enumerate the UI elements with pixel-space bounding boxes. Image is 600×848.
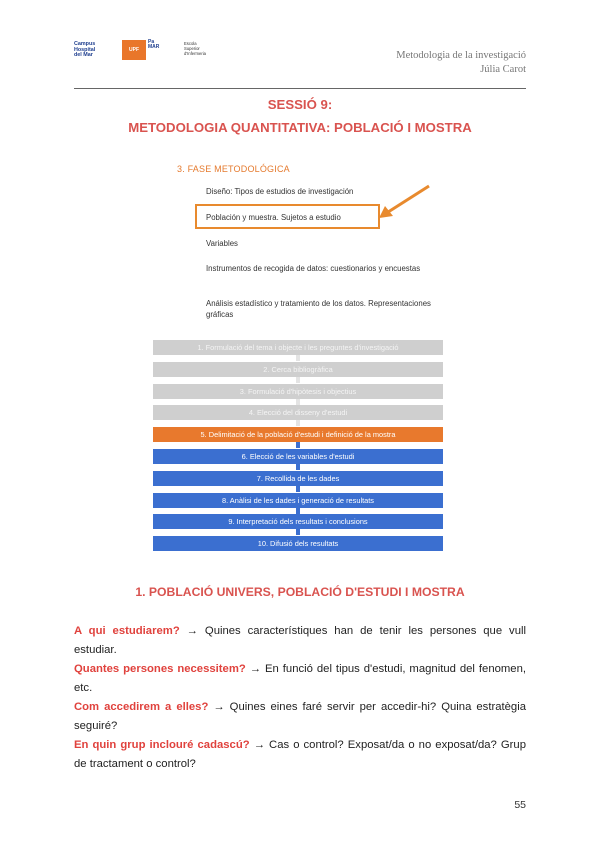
header-divider xyxy=(74,88,526,89)
step-connector xyxy=(296,529,300,535)
session-title: SESSIÓ 9: xyxy=(267,97,333,112)
step-connector xyxy=(296,508,300,514)
question-answer: → Quines característiques han de tenir les persones que vull estudiar. xyxy=(74,625,527,656)
arrow-icon xyxy=(375,182,435,222)
methodology-step: 8. Anàlisi de les dades i generació de resultats xyxy=(153,493,443,508)
methodology-step: 5. Delimitació de la població d'estudi i definició de la mostra xyxy=(153,427,443,442)
campus-hospital-del-mar-logo xyxy=(74,42,110,59)
figure-item: Análisis estadístico y tratamiento de los datos. Representaciones gráficas xyxy=(206,299,431,319)
session-subtitle: METODOLOGIA QUANTITATIVA: POBLACIÓ I MOSTRA xyxy=(128,120,472,135)
logo4-line: Superior xyxy=(184,45,200,51)
highlight-box xyxy=(195,204,380,229)
question-paragraph xyxy=(74,736,526,774)
step-connector xyxy=(296,442,300,448)
methodology-step: 4. Elecció del disseny d'estudi xyxy=(153,405,443,420)
question-label: Com accedirem a elles? xyxy=(74,701,209,713)
methodology-step: 3. Formulació d'hipòtesis i objectius xyxy=(153,384,443,399)
upf-logo xyxy=(122,40,146,60)
header-author: Júlia Carot xyxy=(480,64,526,75)
logo3-line: MAR xyxy=(148,44,160,51)
header-course-title: Metodologia de la investigació xyxy=(396,50,526,61)
question-paragraph xyxy=(74,660,526,698)
step-connector xyxy=(296,399,300,405)
logo4-line: Escola xyxy=(184,41,197,46)
methodology-step: 10. Difusió dels resultats xyxy=(153,536,443,551)
logo1-line: del Mar xyxy=(74,52,93,59)
step-connector xyxy=(296,486,300,492)
section-heading: 1. POBLACIÓ UNIVERS, POBLACIÓ D'ESTUDI I MOSTRA xyxy=(135,585,465,599)
question-label: A qui estudiarem? xyxy=(74,625,180,637)
step-connector xyxy=(296,377,300,383)
methodology-step: 6. Elecció de les variables d'estudi xyxy=(153,449,443,464)
logo4-line: d'Infermeria xyxy=(184,50,206,56)
question-paragraph xyxy=(74,622,526,660)
figure-heading: 3. FASE METODOLÓGICA xyxy=(177,164,290,174)
step-connector xyxy=(296,355,300,361)
methodology-step: 1. Formulació del tema i objecte i les preguntes d'investigació xyxy=(153,340,443,355)
methodology-step: 2. Cerca bibliogràfica xyxy=(153,362,443,377)
methodology-step: 7. Recollida de les dades xyxy=(153,471,443,486)
step-connector xyxy=(296,420,300,426)
methodology-step: 9. Interpretació dels resultats i conclusions xyxy=(153,514,443,529)
step-connector xyxy=(296,464,300,470)
question-answer: → Quines eines faré servir per accedir-hi? Quina estratègia seguiré? xyxy=(74,701,526,732)
question-label: En quin grup inclouré cadascú? xyxy=(74,739,250,751)
question-answer: → Cas o control? Exposat/da o no exposat/da? Grup de tractament o control? xyxy=(74,739,526,770)
question-paragraph xyxy=(74,698,526,736)
upf-logo-text: UPF xyxy=(129,47,139,53)
escola-infermeria-logo xyxy=(184,42,222,56)
figure-item-highlighted: Población y muestra. Sujetos a estudio xyxy=(206,213,341,222)
logo1-line: Campus xyxy=(74,41,96,47)
logo3-line: Pa xyxy=(148,39,155,45)
logo1-line: Hospital xyxy=(74,46,96,53)
question-label: Quantes persones necessitem? xyxy=(74,663,246,675)
question-answer: → En funció del tipus d'estudi, magnitud del fenomen, etc. xyxy=(74,663,527,694)
parc-mar-logo xyxy=(148,40,172,51)
figure-item: Variables xyxy=(206,239,238,248)
figure-item: Instrumentos de recogida de datos: cuestionarios y encuestas xyxy=(206,264,421,273)
page-number: 55 xyxy=(514,799,526,811)
figure-item: Diseño: Tipos de estudios de investigación xyxy=(206,187,354,196)
